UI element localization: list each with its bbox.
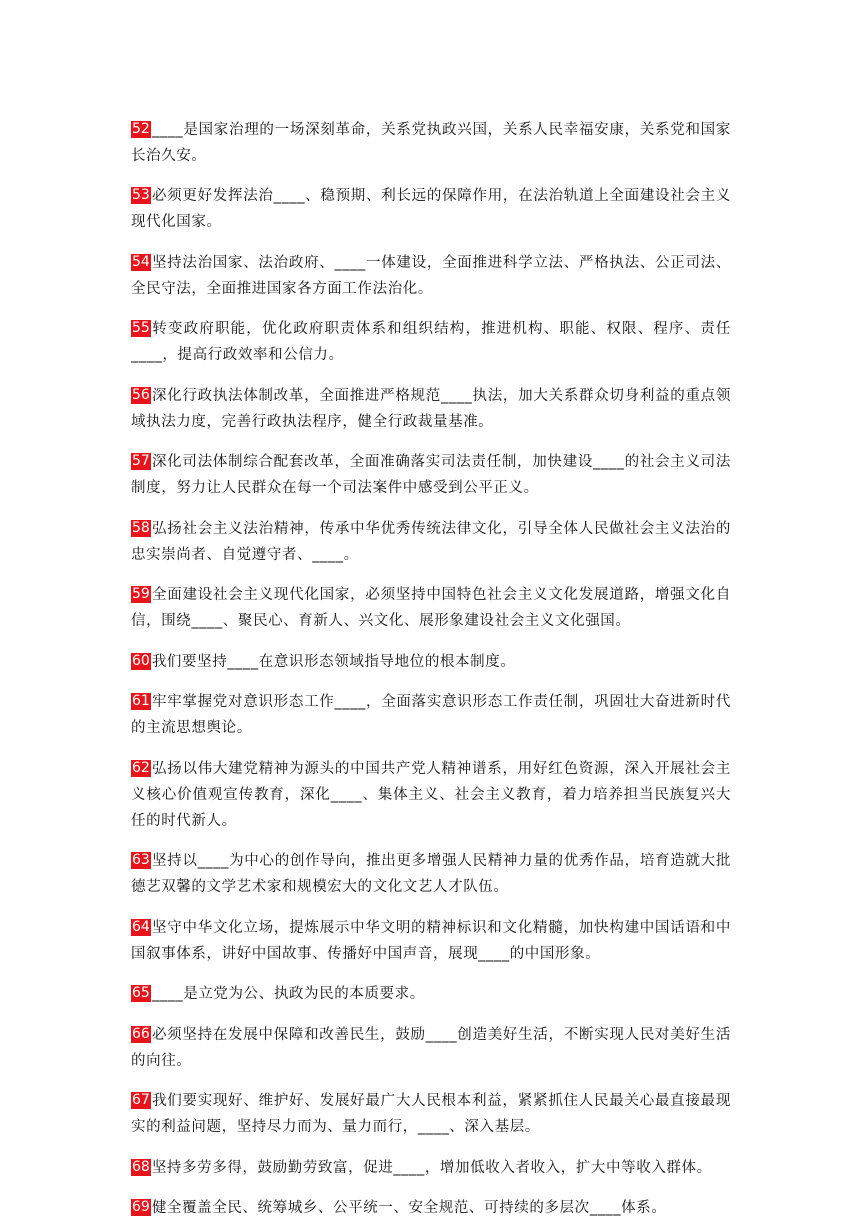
- question-number: 56: [132, 386, 150, 403]
- question-text: ____是国家治理的一场深刻革命，关系党执政兴国，关系人民幸福安康，关系党和国家长治久安。: [131, 121, 731, 164]
- list-item: [131, 1088, 731, 1140]
- list-item: [131, 649, 731, 675]
- question-number: 60: [132, 652, 150, 669]
- question-number: 58: [132, 519, 150, 536]
- question-number: 59: [132, 586, 150, 602]
- question-text: 弘扬以伟大建党精神为源头的中国共产党人精神谱系，用好红色资源，深入开展社会主义核心价值观宣传教育，深化____、集体主义、社会主义教育，着力培养担当民族复兴大任的时代新人。: [131, 760, 731, 829]
- question-number: 63: [132, 852, 150, 868]
- question-text: 坚持法治国家、法治政府、____一体建设，全面推进科学立法、严格执法、公正司法、全民守法，全面推进国家各方面工作法治化。: [131, 254, 731, 297]
- list-item: [131, 981, 731, 1007]
- list-item: [131, 1155, 731, 1181]
- list-item: [131, 183, 731, 235]
- question-number: 68: [132, 1158, 150, 1175]
- list-item: [131, 848, 731, 900]
- question-text: 牢牢掌握党对意识形态工作____，全面落实意识形态工作责任制，巩固壮大奋进新时代的主流思想舆论。: [131, 694, 731, 736]
- question-number: 55: [132, 320, 150, 336]
- question-text: 坚持以____为中心的创作导向，推出更多增强人民精神力量的优秀作品，培育造就大批德艺双馨的文学艺术家和规模宏大的文化文艺人才队伍。: [131, 853, 731, 895]
- question-text: 深化司法体制综合配套改革，全面准确落实司法责任制，加快建设____的社会主义司法制度，努力让人民群众在每一个司法案件中感受到公平正义。: [131, 454, 731, 496]
- list-item: [131, 689, 731, 741]
- list-item: [131, 383, 731, 435]
- question-text: 弘扬社会主义法治精神，传承中华优秀传统法律文化，引导全体人民做社会主义法治的忠实崇尚者、自觉遵守者、____。: [131, 520, 731, 563]
- question-list: [131, 102, 731, 1227]
- list-item: [131, 756, 731, 834]
- question-number: 67: [132, 1092, 150, 1108]
- question-number: 62: [132, 759, 150, 776]
- list-item: [131, 915, 731, 967]
- question-text: 必须更好发挥法治____、稳预期、利长远的保障作用，在法治轨道上全面建设社会主义现代化国家。: [131, 188, 731, 230]
- list-item: [131, 250, 731, 302]
- question-text: 转变政府职能，优化政府职责体系和组织结构，推进机构、职能、权限、程序、责任____，提高行政效率和公信力。: [131, 321, 731, 363]
- list-item: [131, 1022, 731, 1074]
- question-number: 54: [132, 253, 150, 270]
- question-text: 深化行政执法体制改革，全面推进严格规范____执法，加大关系群众切身利益的重点领域执法力度，完善行政执法程序，健全行政裁量基准。: [131, 387, 731, 430]
- list-item: [131, 449, 731, 501]
- question-text: 坚守中华文化立场，提炼展示中华文明的精神标识和文化精髓，加快构建中国话语和中国叙事体系，讲好中国故事、传播好中国声音，展现____的中国形象。: [131, 919, 731, 962]
- question-text: 健全覆盖全民、统筹城乡、公平统一、安全规范、可持续的多层次____体系。: [151, 1200, 667, 1216]
- question-text: ____是立党为公、执政为民的本质要求。: [151, 986, 425, 1002]
- question-text: 全面建设社会主义现代化国家，必须坚持中国特色社会主义文化发展道路，增强文化自信，围绕____、聚民心、育新人、兴文化、展形象建设社会主义文化强国。: [131, 587, 731, 629]
- list-item: [131, 316, 731, 368]
- question-number: 69: [132, 1199, 150, 1215]
- question-number: 52: [132, 120, 150, 137]
- question-text: 坚持多劳多得，鼓励勤劳致富，促进____，增加低收入者收入，扩大中等收入群体。: [151, 1159, 712, 1176]
- list-item: [131, 1195, 731, 1221]
- list-item: [131, 582, 731, 634]
- question-text: 我们要坚持____在意识形态领域指导地位的根本制度。: [151, 653, 516, 670]
- question-number: 57: [132, 453, 150, 469]
- question-text: 必须坚持在发展中保障和改善民生，鼓励____创造美好生活，不断实现人民对美好生活的向往。: [131, 1026, 731, 1069]
- question-number: 66: [132, 1025, 150, 1042]
- list-item: [131, 117, 731, 169]
- question-number: 61: [132, 693, 150, 709]
- question-number: 53: [132, 187, 150, 203]
- list-item: [131, 516, 731, 568]
- question-number: 65: [132, 985, 150, 1001]
- question-number: 64: [132, 918, 150, 935]
- question-text: 我们要实现好、维护好、发展好最广大人民根本利益，紧紧抓住人民最关心最直接最现实的利益问题，坚持尽力而为、量力而行，____、深入基层。: [131, 1093, 731, 1135]
